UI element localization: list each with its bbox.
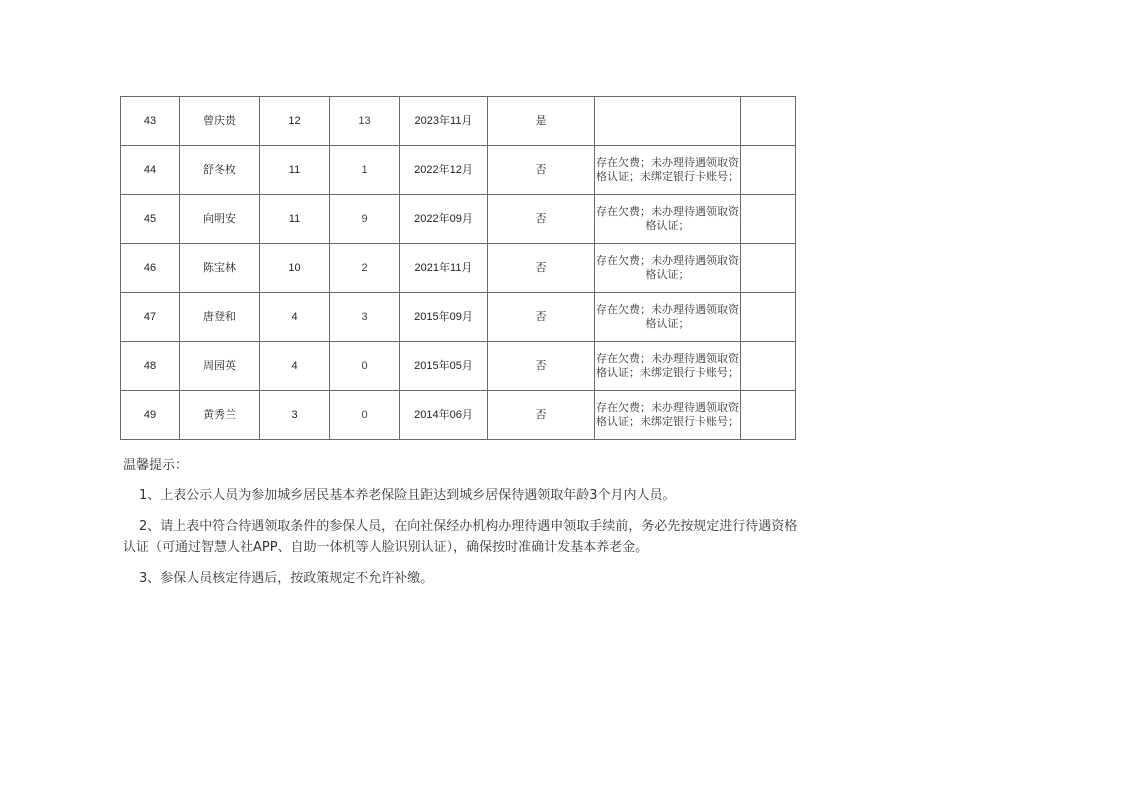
cell-eligible: 否 xyxy=(488,391,595,440)
table-row xyxy=(121,391,796,440)
cell-index: 49 xyxy=(121,391,180,440)
cell-remark xyxy=(741,293,796,342)
cell-note: 存在欠费；未办理待遇领取资格认证；未绑定银行卡账号； xyxy=(595,391,741,440)
cell-months: 0 xyxy=(330,391,400,440)
cell-note: 存在欠费；未办理待遇领取资格认证； xyxy=(595,244,741,293)
cell-months: 0 xyxy=(330,342,400,391)
cell-name: 周园英 xyxy=(180,342,260,391)
table-row xyxy=(121,293,796,342)
cell-date: 2015年09月 xyxy=(400,293,488,342)
table-row xyxy=(121,244,796,293)
roster-table xyxy=(120,96,796,440)
table-body xyxy=(121,97,796,440)
cell-months: 9 xyxy=(330,195,400,244)
cell-remark xyxy=(741,391,796,440)
cell-name: 唐登和 xyxy=(180,293,260,342)
cell-eligible: 否 xyxy=(488,342,595,391)
cell-eligible: 否 xyxy=(488,244,595,293)
cell-note: 存在欠费；未办理待遇领取资格认证；未绑定银行卡账号； xyxy=(595,146,741,195)
table-row xyxy=(121,342,796,391)
cell-eligible: 否 xyxy=(488,195,595,244)
cell-remark xyxy=(741,342,796,391)
tip-item-2: 2、请上表中符合待遇领取条件的参保人员，在向社保经办机构办理待遇申领取手续前，务必先按规定进行待遇资格认证（可通过智慧人社APP、自助一体机等人脸识别认证），确保按时准确计发基本养老金。 xyxy=(123,519,798,555)
cell-remark xyxy=(741,146,796,195)
cell-years: 4 xyxy=(260,293,330,342)
cell-eligible: 是 xyxy=(488,97,595,146)
cell-note: 存在欠费；未办理待遇领取资格认证；未绑定银行卡账号； xyxy=(595,342,741,391)
cell-note xyxy=(595,97,741,146)
cell-date: 2015年05月 xyxy=(400,342,488,391)
cell-remark xyxy=(741,244,796,293)
cell-name: 向明安 xyxy=(180,195,260,244)
cell-date: 2021年11月 xyxy=(400,244,488,293)
cell-note: 存在欠费；未办理待遇领取资格认证； xyxy=(595,293,741,342)
cell-years: 11 xyxy=(260,146,330,195)
cell-years: 11 xyxy=(260,195,330,244)
cell-months: 2 xyxy=(330,244,400,293)
cell-eligible: 否 xyxy=(488,146,595,195)
tips-title: 温馨提示： xyxy=(123,458,189,473)
cell-index: 47 xyxy=(121,293,180,342)
cell-date: 2022年09月 xyxy=(400,195,488,244)
table-row xyxy=(121,146,796,195)
cell-index: 43 xyxy=(121,97,180,146)
cell-remark xyxy=(741,97,796,146)
cell-name: 陈宝林 xyxy=(180,244,260,293)
table-row xyxy=(121,97,796,146)
cell-months: 1 xyxy=(330,146,400,195)
cell-note: 存在欠费；未办理待遇领取资格认证； xyxy=(595,195,741,244)
tip-item-3: 3、参保人员核定待遇后，按政策规定不允许补缴。 xyxy=(139,571,434,586)
cell-years: 12 xyxy=(260,97,330,146)
tip-item-1: 1、上表公示人员为参加城乡居民基本养老保险且距达到城乡居保待遇领取年龄3个月内人员。 xyxy=(139,488,676,503)
cell-date: 2023年11月 xyxy=(400,97,488,146)
cell-remark xyxy=(741,195,796,244)
cell-months: 13 xyxy=(330,97,400,146)
cell-years: 3 xyxy=(260,391,330,440)
tips-section xyxy=(123,457,803,599)
cell-date: 2014年06月 xyxy=(400,391,488,440)
cell-date: 2022年12月 xyxy=(400,146,488,195)
cell-years: 4 xyxy=(260,342,330,391)
cell-months: 3 xyxy=(330,293,400,342)
cell-name: 黄秀兰 xyxy=(180,391,260,440)
cell-eligible: 否 xyxy=(488,293,595,342)
cell-name: 舒冬枚 xyxy=(180,146,260,195)
table-row xyxy=(121,195,796,244)
cell-name: 曾庆贵 xyxy=(180,97,260,146)
cell-years: 10 xyxy=(260,244,330,293)
cell-index: 45 xyxy=(121,195,180,244)
cell-index: 46 xyxy=(121,244,180,293)
cell-index: 44 xyxy=(121,146,180,195)
cell-index: 48 xyxy=(121,342,180,391)
